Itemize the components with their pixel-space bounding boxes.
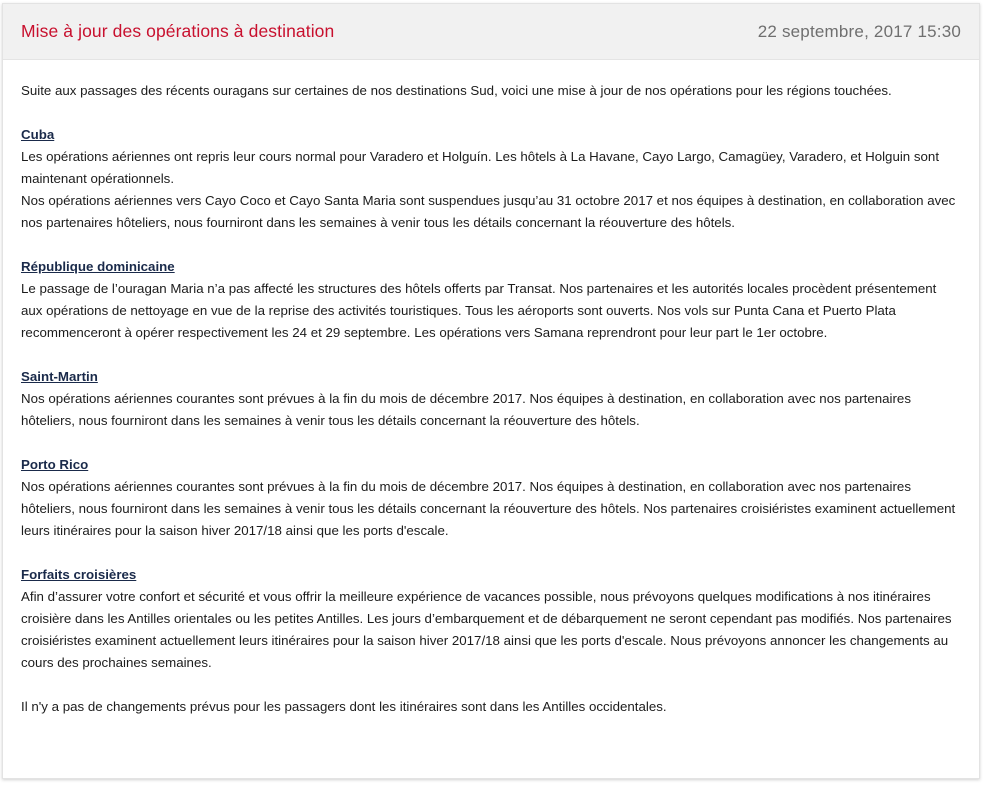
section-paragraph: Les opérations aériennes ont repris leur cours normal pour Varadero et Holguín. Les hôtels à La Havane, Cayo Largo, Camagüey, Varadero, et Holguin sont maintenant opérationnels.: [21, 149, 940, 186]
section-title-republique-dominicaine: République dominicaine: [21, 259, 175, 274]
card-header: [3, 4, 979, 60]
section-porto-rico: [21, 454, 961, 542]
section-paragraph: Le passage de l’ouragan Maria n’a pas affecté les structures des hôtels offerts par Transat. Nos partenaires et les autorités locales procèdent présentement aux opérations de nettoyage en vue de la reprise des activités touristiques. Tous les aéroports sont ouverts. Nos vols sur Punta Cana et Puerto Plata recommenceront à opérer respectivement les 24 et 29 septembre. Les opérations vers Samana reprendront pour leur part le 1er octobre.: [21, 281, 937, 340]
section-title-cuba: Cuba: [21, 127, 55, 142]
section-paragraph: Nos opérations aériennes courantes sont prévues à la fin du mois de décembre 2017. Nos équipes à destination, en collaboration avec nos partenaires hôteliers, nous fourniront dans les semaines à venir tous les détails concernant la réouverture des hôtels. Nos partenaires croisiéristes examinent actuellement leurs itinéraires pour la saison hiver 2017/18 ainsi que les ports d'escale.: [21, 479, 956, 538]
section-paragraph: Afin d’assurer votre confort et sécurité et vous offrir la meilleure expérience de vacances possible, nous prévoyons quelques modifications à nos itinéraires croisière dans les Antilles orientales ou les petites Antilles. Les jours d’embarquement et de débarquement ne seront cependant pas modifiés. Nos partenaires croisiéristes examinent actuellement leurs itinéraires pour la saison hiver 2017/18 ainsi que les ports d'escale. Nous prévoyons annoncer les changements au cours des prochaines semaines.: [21, 589, 952, 670]
section-paragraph: Nos opérations aériennes vers Cayo Coco et Cayo Santa Maria sont suspendues jusqu’au 31 octobre 2017 et nos équipes à destination, en collaboration avec nos partenaires hôteliers, nous fourniront dans les semaines à venir tous les détails concernant la réouverture des hôtels.: [21, 193, 956, 230]
section-title-forfaits-croisieres: Forfaits croisières: [21, 567, 137, 582]
update-card: [2, 3, 980, 779]
section-title-saint-martin: Saint-Martin: [21, 369, 98, 384]
publish-date: 22 septembre, 2017 15:30: [757, 21, 961, 41]
section-republique-dominicaine: [21, 256, 961, 344]
intro-paragraph: Suite aux passages des récents ouragans sur certaines de nos destinations Sud, voici une mise à jour de nos opérations pour les régions touchées.: [21, 83, 892, 98]
section-forfaits-croisieres: [21, 564, 961, 674]
page-title: Mise à jour des opérations à destination: [21, 21, 335, 41]
section-title-porto-rico: Porto Rico: [21, 457, 89, 472]
card-body: [3, 60, 979, 718]
section-cuba: [21, 124, 961, 234]
closing-paragraph: Il n'y a pas de changements prévus pour les passagers dont les itinéraires sont dans les Antilles occidentales.: [21, 699, 667, 714]
section-saint-martin: [21, 366, 961, 432]
section-paragraph: Nos opérations aériennes courantes sont prévues à la fin du mois de décembre 2017. Nos équipes à destination, en collaboration avec nos partenaires hôteliers, nous fourniront dans les semaines à venir tous les détails concernant la réouverture des hôtels.: [21, 391, 911, 428]
